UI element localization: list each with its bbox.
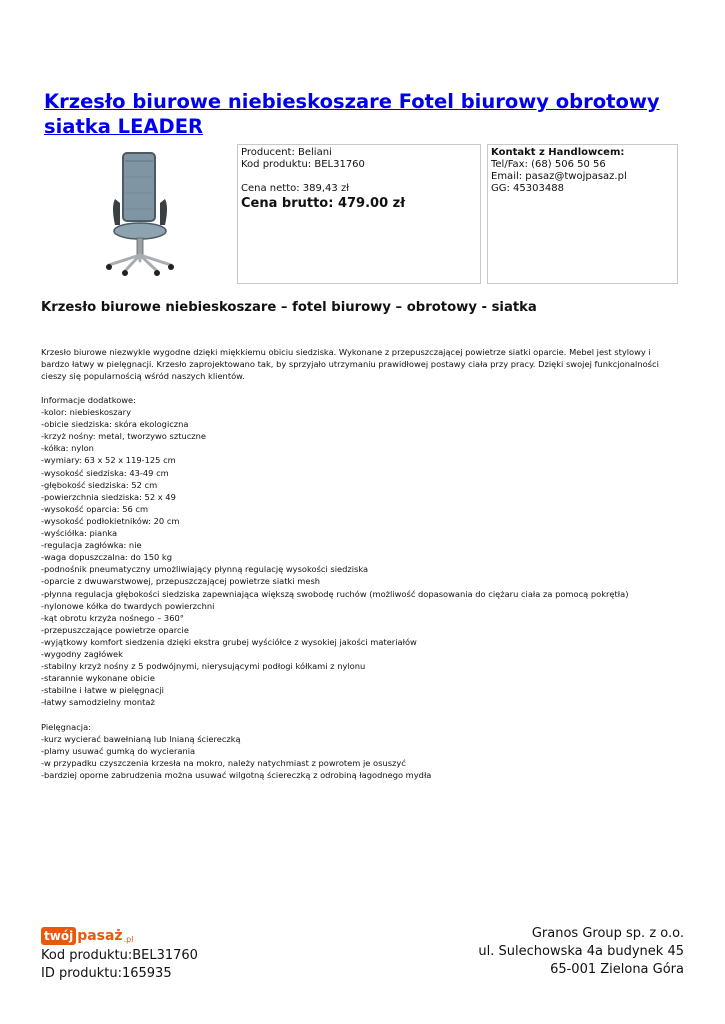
info-line: -wysokość oparcia: 56 cm (41, 503, 149, 514)
care-list (41, 721, 681, 781)
contact-phone: Tel/Fax: (68) 506 50 56 (491, 159, 606, 170)
product-title (44, 89, 684, 139)
info-line: -kolor: niebieskoszary (41, 407, 131, 418)
info-line: -stabilny krzyż nośny z 5 podwójnymi, nierysującymi podłogi kółkami z nylonu (41, 661, 366, 672)
gross-price: Cena brutto: 479.00 zł (241, 196, 406, 211)
product-info-box (237, 144, 481, 284)
logo-tld: .pl (123, 934, 134, 944)
info-line: -waga dopuszczalna: do 150 kg (41, 552, 173, 563)
info-line: -obicie siedziska: skóra ekologiczna (41, 419, 189, 430)
care-line: -plamy usuwać gumką do wycierania (41, 746, 196, 757)
additional-info-list (41, 394, 681, 708)
info-line: -wysokość podłokietników: 20 cm (41, 515, 180, 526)
info-line: -stabilne i łatwe w pielęgnacji (41, 685, 164, 696)
info-line: -oparcie z dwuwarstwowej, przepuszczającej powietrze siatki mesh (41, 576, 321, 587)
info-line: -regulacja zagłówka: nie (41, 540, 142, 551)
producer: Producent: Beliani (241, 147, 332, 158)
logo-box-text: twój (41, 927, 76, 945)
info-line: -wysokość siedziska: 43-49 cm (41, 467, 169, 478)
info-line: -wyjątkowy komfort siedzenia dzięki ekstra grubej wyściółce z wysokiej jakości materiałów (41, 636, 417, 647)
logo-main-text: pasaż (77, 928, 123, 944)
footer-street: ul. Sulechowska 4a budynek 45 (478, 944, 684, 959)
info-line: -starannie wykonane obicie (41, 673, 155, 684)
contact-heading: Kontakt z Handlowcem: (491, 147, 625, 158)
product-description (41, 346, 681, 382)
contact-gg: GG: 45303488 (491, 183, 564, 194)
twojpasaz-logo (41, 926, 133, 946)
care-line: -kurz wycierać bawełnianą lub lnianą ściereczką (41, 734, 241, 745)
description-text: Krzesło biurowe niezwykle wygodne dzięki miękkiemu obiciu siedziska. Wykonane z przepuszczającej powietrze siatki oparcie. Mebel jest stylowy i bardzo łatwy w pielęgnacji. Krzesło zaprojektowano tak, by sprzyjało utrzymaniu prawidłowej postawy ciała przy pracy. Dzięki swojej funkcjonalności cieszy się popularnością wśród naszych klientów. (41, 347, 659, 382)
product-code: Kod produktu: BEL31760 (241, 159, 365, 170)
footer-city: 65-001 Zielona Góra (550, 962, 684, 977)
footer-product-ids (41, 947, 198, 983)
care-line: Pielęgnacja: (41, 722, 91, 732)
info-line: -nylonowe kółka do twardych powierzchni (41, 600, 215, 611)
info-line: -głębokość siedziska: 52 cm (41, 479, 158, 490)
info-line: -wyściółka: pianka (41, 528, 118, 539)
info-line: -łatwy samodzielny montaż (41, 697, 155, 708)
info-line: -podnośnik pneumatyczny umożliwiający płynną regulację wysokości siedziska (41, 564, 369, 575)
info-line: -płynna regulacja głębokości siedziska zapewniająca większą swobodę ruchów (możliwość dopasowania do ciężaru ciała za pomocą pokrętła) (41, 588, 629, 599)
care-line: -bardziej oporne zabrudzenia można usuwać wilgotną ściereczką z odrobiną łagodnego mydła (41, 770, 432, 781)
info-line: -kółka: nylon (41, 443, 94, 454)
office-chair-image (95, 147, 185, 277)
product-title-link[interactable]: Krzesło biurowe niebieskoszare Fotel biurowy obrotowy siatka LEADER (44, 90, 660, 138)
info-line: Informacje dodatkowe: (41, 395, 136, 405)
footer-product-code: Kod produktu:BEL31760 (41, 948, 198, 963)
care-line: -w przypadku czyszczenia krzesła na mokro, należy natychmiast z powrotem je osuszyć (41, 758, 406, 769)
info-line: -krzyż nośny: metal, tworzywo sztuczne (41, 431, 206, 442)
contact-box (487, 144, 678, 284)
contact-email[interactable]: Email: pasaz@twojpasaz.pl (491, 171, 627, 182)
info-line: -powierzchnia siedziska: 52 x 49 (41, 491, 176, 502)
footer-product-id: ID produktu:165935 (41, 966, 172, 981)
net-price: Cena netto: 389,43 zł (241, 183, 350, 194)
section-subtitle: Krzesło biurowe niebieskoszare – fotel biurowy – obrotowy - siatka (41, 300, 537, 315)
footer-company: Granos Group sp. z o.o. (531, 926, 684, 941)
info-line: -wymiary: 63 x 52 x 119-125 cm (41, 455, 176, 466)
info-line: -wygodny zagłówek (41, 648, 123, 659)
footer-company-address (478, 925, 684, 979)
info-line: -kąt obrotu krzyża nośnego – 360° (41, 612, 184, 623)
info-line: -przepuszczające powietrze oparcie (41, 624, 189, 635)
